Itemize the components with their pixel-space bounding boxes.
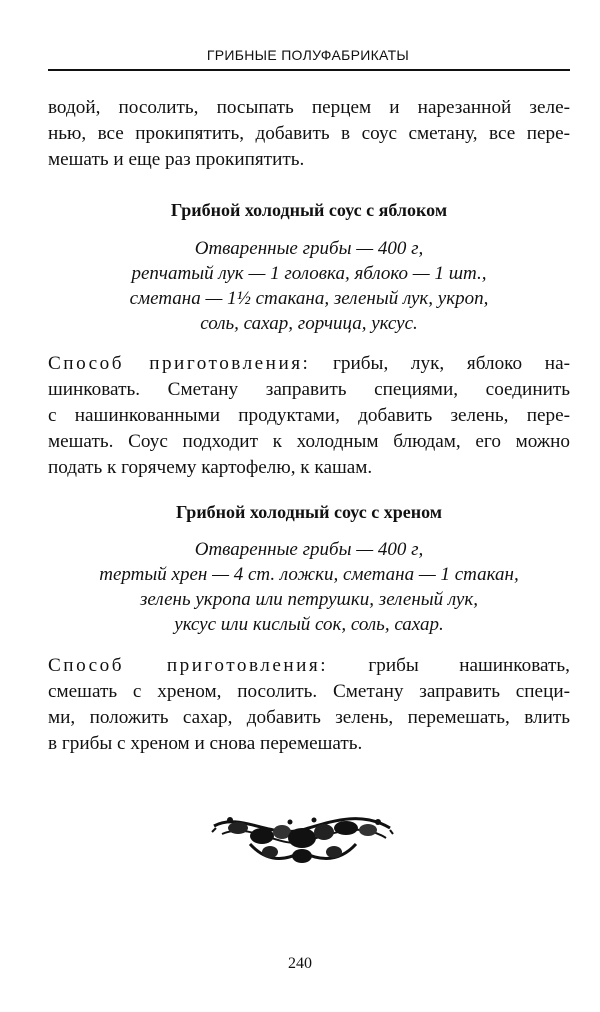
intro-line: водой, посолить, посыпать перцем и нарезанной зеле- [48,97,570,118]
ingredient-line: тертый хрен — 4 ст. ложки, сметана — 1 стакан, [99,564,519,585]
ingredient-line: Отваренные грибы — 400 г, [194,238,424,259]
recipe-title-apple: Грибной холодный соус с яблоком [170,200,448,220]
ingredient-line: сметана — 1½ стакана, зеленый лук, укроп, [129,288,489,309]
method-line: с нашинкованными продуктами, добавить зелень, пере- [48,405,570,426]
ingredient-line: Отваренные грибы — 400 г, [194,539,424,560]
method-text: грибы, лук, яблоко на- [310,353,570,374]
intro-line: нью, все прокипятить, добавить в соус сметану, все пере- [48,123,570,144]
method-apple [48,351,570,481]
method-line: смешать с хреном, посолить. Сметану заправить специ- [48,681,570,702]
ingredient-line: зелень укропа или петрушки, зеленый лук, [139,589,479,610]
page-number: 240 [288,955,312,972]
method-first-line [48,351,570,377]
method-first-line [48,653,570,679]
method-line: мешать. Соус подходит к холодным блюдам, его можно [48,431,570,452]
intro-paragraph [48,95,570,173]
ingredient-line: репчатый лук — 1 головка, яблоко — 1 шт., [131,263,487,284]
header-rule [48,69,570,71]
running-head: ГРИБНЫЕ ПОЛУФАБРИКАТЫ [206,47,410,63]
ingredients-horseradish [48,537,570,637]
floral-ornament-icon [210,808,394,870]
ingredient-line: соль, сахар, горчица, уксус. [200,313,418,334]
method-line: ми, положить сахар, добавить зелень, перемешать, влить [48,707,570,728]
recipe-title-horseradish: Грибной холодный соус с хреном [175,502,443,522]
method-line: шинковать. Сметану заправить специями, соединить [48,379,570,400]
method-line: подать к горячему картофелю, к кашам. [48,457,373,478]
method-label: Способ приготовления: [48,655,329,676]
ingredients-apple [48,236,570,336]
method-horseradish [48,653,570,757]
intro-line: мешать и еще раз прокипятить. [48,149,305,170]
method-label: Способ приготовления: [48,353,311,374]
method-text: грибы нашинковать, [328,655,570,676]
ingredient-line: уксус или кислый сок, соль, сахар. [174,614,444,635]
method-line: в грибы с хреном и снова перемешать. [48,733,363,754]
